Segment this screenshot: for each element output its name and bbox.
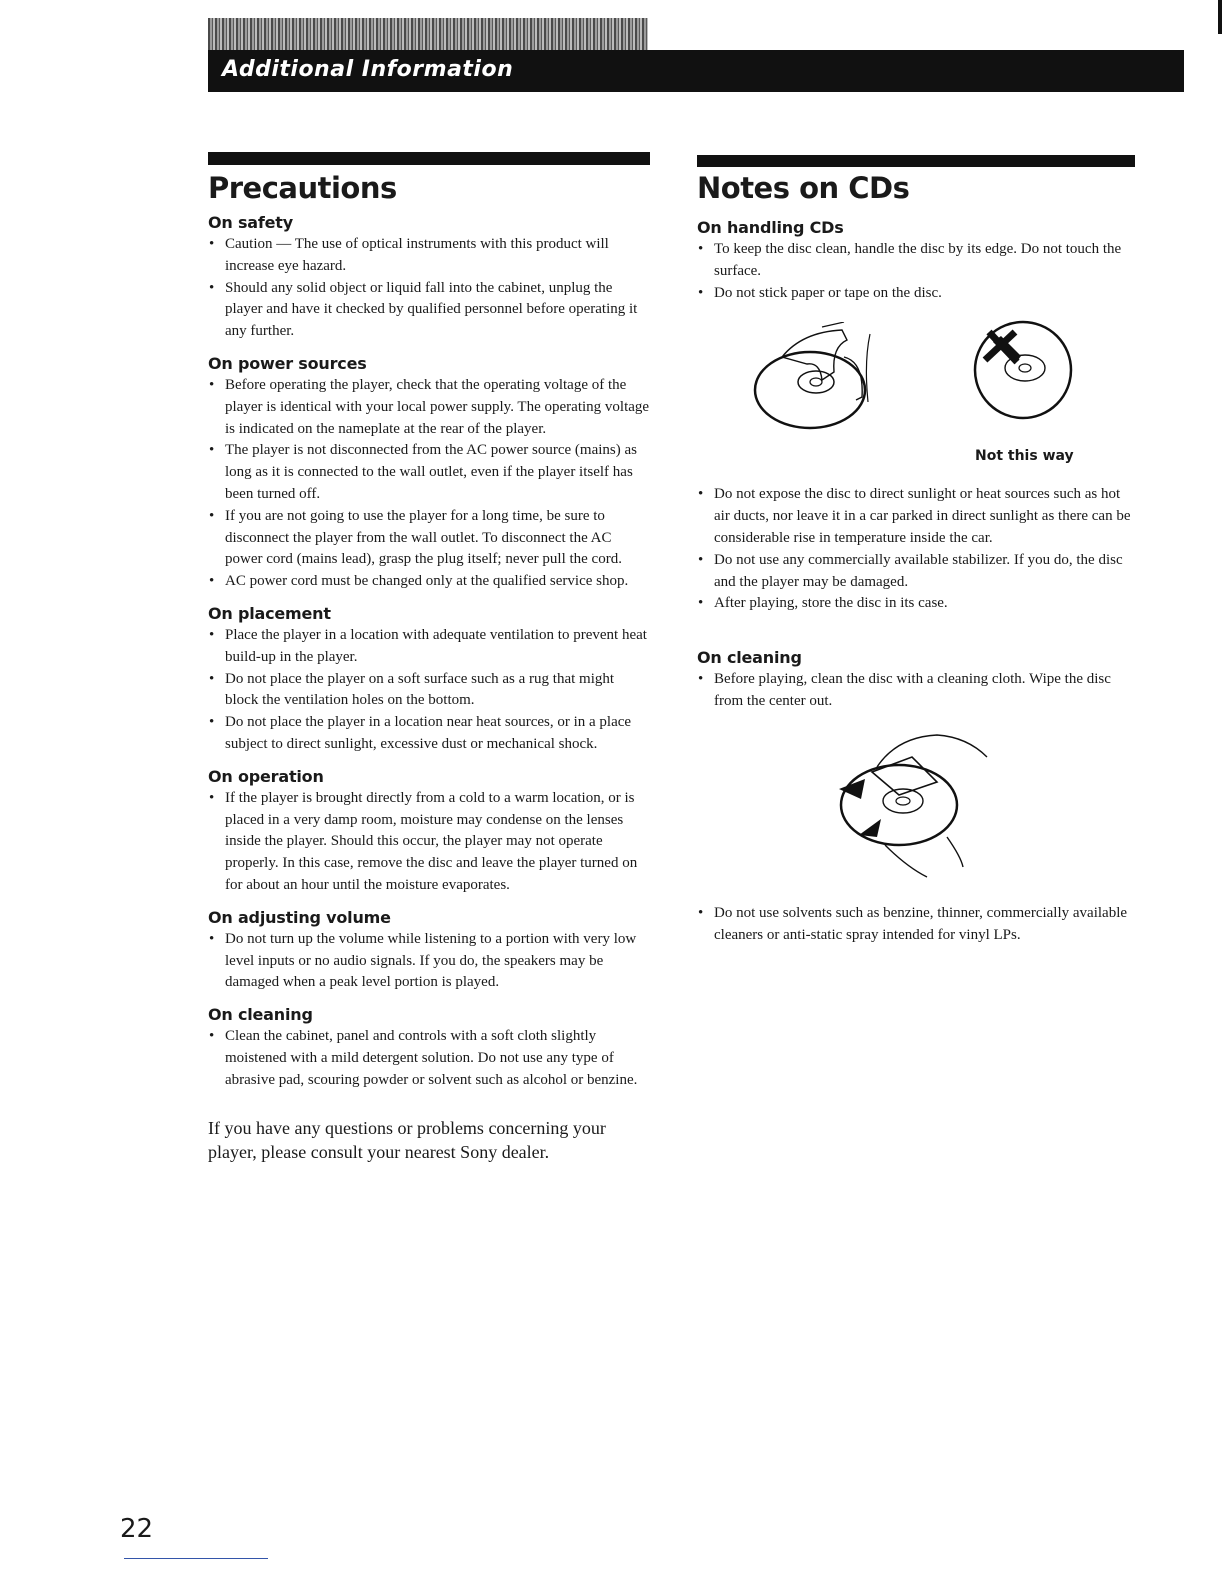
- list-item: • If the player is brought directly from a cold to a warm location, or is placed in a very damp room, moisture may condense on the lenses inside the player. Should this occur, the player may not operate properly. In this case, remove the disc and leave the player turned on for about an hour until the moisture evaporates.: [208, 788, 650, 897]
- list-item: • Do not place the player in a location near heat sources, or in a place subject to direct sunlight, excessive dust or mechanical shock.: [208, 712, 650, 756]
- volume-list: [208, 929, 650, 994]
- list-item: • Before playing, clean the disc with a cleaning cloth. Wipe the disc from the center out.: [697, 669, 1137, 713]
- notes-on-cds-column: [697, 155, 1137, 946]
- page-number: 22: [120, 1514, 154, 1544]
- placement-list: [208, 625, 650, 756]
- list-item: • To keep the disc clean, handle the disc by its edge. Do not touch the surface.: [697, 239, 1137, 283]
- page-footer-rule: [124, 1558, 268, 1559]
- operation-list: [208, 788, 650, 897]
- section-rule: [697, 155, 1135, 167]
- handling-list: [697, 239, 1137, 304]
- dealer-note: If you have any questions or problems concerning your player, please consult your nearest Sony dealer.: [208, 1117, 606, 1162]
- notes-on-cds-title: Notes on CDs: [697, 171, 910, 205]
- list-item: • Do not stick paper or tape on the disc.: [697, 283, 1137, 305]
- section-rule: [208, 152, 650, 165]
- disc-handling-illustrations: [697, 314, 1137, 494]
- precautions-column: [208, 152, 650, 1182]
- list-item: • After playing, store the disc in its case.: [697, 593, 1137, 615]
- heading-on-power-sources: On power sources: [208, 353, 367, 373]
- heading-on-cleaning-cds: On cleaning: [697, 648, 802, 668]
- precautions-title: Precautions: [208, 171, 397, 205]
- list-item: • The player is not disconnected from the AC power source (mains) as long as it is connected to the wall outlet, even if the player itself has been turned off.: [208, 440, 650, 505]
- heading-on-cleaning: On cleaning: [208, 1005, 313, 1025]
- heading-on-handling-cds: On handling CDs: [697, 218, 844, 237]
- power-sources-list: [208, 375, 650, 593]
- list-item: • AC power cord must be changed only at the qualified service shop.: [208, 571, 650, 593]
- heading-on-placement: On placement: [208, 603, 331, 623]
- list-item: • If you are not going to use the player for a long time, be sure to disconnect the player from the wall outlet. To disconnect the AC power cord (mains lead), grasp the plug itself; never pull the cord.: [208, 506, 650, 571]
- list-item: • Caution — The use of optical instruments with this product will increase eye hazard.: [208, 234, 650, 278]
- disc-wiping-illustration: [837, 727, 997, 887]
- list-item: • Before operating the player, check that the operating voltage of the player is identical with your local power supply. The operating voltage is indicated on the nameplate at the rear of the player.: [208, 375, 650, 440]
- safety-list: [208, 234, 650, 343]
- list-item: • Clean the cabinet, panel and controls with a soft cloth slightly moistened with a mild detergent solution. Do not use any type of abrasive pad, scouring powder or solvent such as alcohol or benzine.: [208, 1026, 650, 1091]
- list-item: • Do not turn up the volume while listening to a portion with very low level inputs or no audio signals. If you do, the speakers may be damaged when a peak level portion is played.: [208, 929, 650, 994]
- banner-texture: [208, 18, 648, 52]
- cd-cleaning-list: [697, 669, 1137, 713]
- list-item: • Do not expose the disc to direct sunlight or heat sources such as hot air ducts, nor leave it in a car parked in direct sunlight as there can be considerable rise in temperature inside the car.: [697, 484, 1137, 549]
- heading-on-operation: On operation: [208, 766, 324, 786]
- not-this-way-caption: Not this way: [975, 448, 1074, 465]
- solvent-list: [697, 903, 1137, 947]
- disc-wiping-illustration-area: [697, 713, 1137, 903]
- list-item: • Do not place the player on a soft surface such as a rug that might block the ventilation holes on the bottom.: [208, 669, 650, 713]
- list-item: • Should any solid object or liquid fall into the cabinet, unplug the player and have it checked by qualified personnel before operating it any further.: [208, 278, 650, 343]
- heading-on-safety: On safety: [208, 213, 293, 232]
- heading-on-adjusting-volume: On adjusting volume: [208, 907, 391, 927]
- list-item: • Do not use solvents such as benzine, thinner, commercially available cleaners or anti-static spray intended for vinyl LPs.: [697, 903, 1137, 947]
- cleaning-list: [208, 1026, 650, 1091]
- margin-mark: [1218, 0, 1222, 34]
- storage-list: [697, 484, 1137, 615]
- list-item: • Do not use any commercially available stabilizer. If you do, the disc and the player may be damaged.: [697, 550, 1137, 594]
- disc-held-by-edge-illustration: [752, 322, 892, 442]
- list-item: • Place the player in a location with adequate ventilation to prevent heat build-up in the player.: [208, 625, 650, 669]
- disc-touching-surface-illustration: [965, 320, 1080, 425]
- header-banner: [208, 50, 1184, 92]
- banner-title: Additional Information: [222, 57, 514, 82]
